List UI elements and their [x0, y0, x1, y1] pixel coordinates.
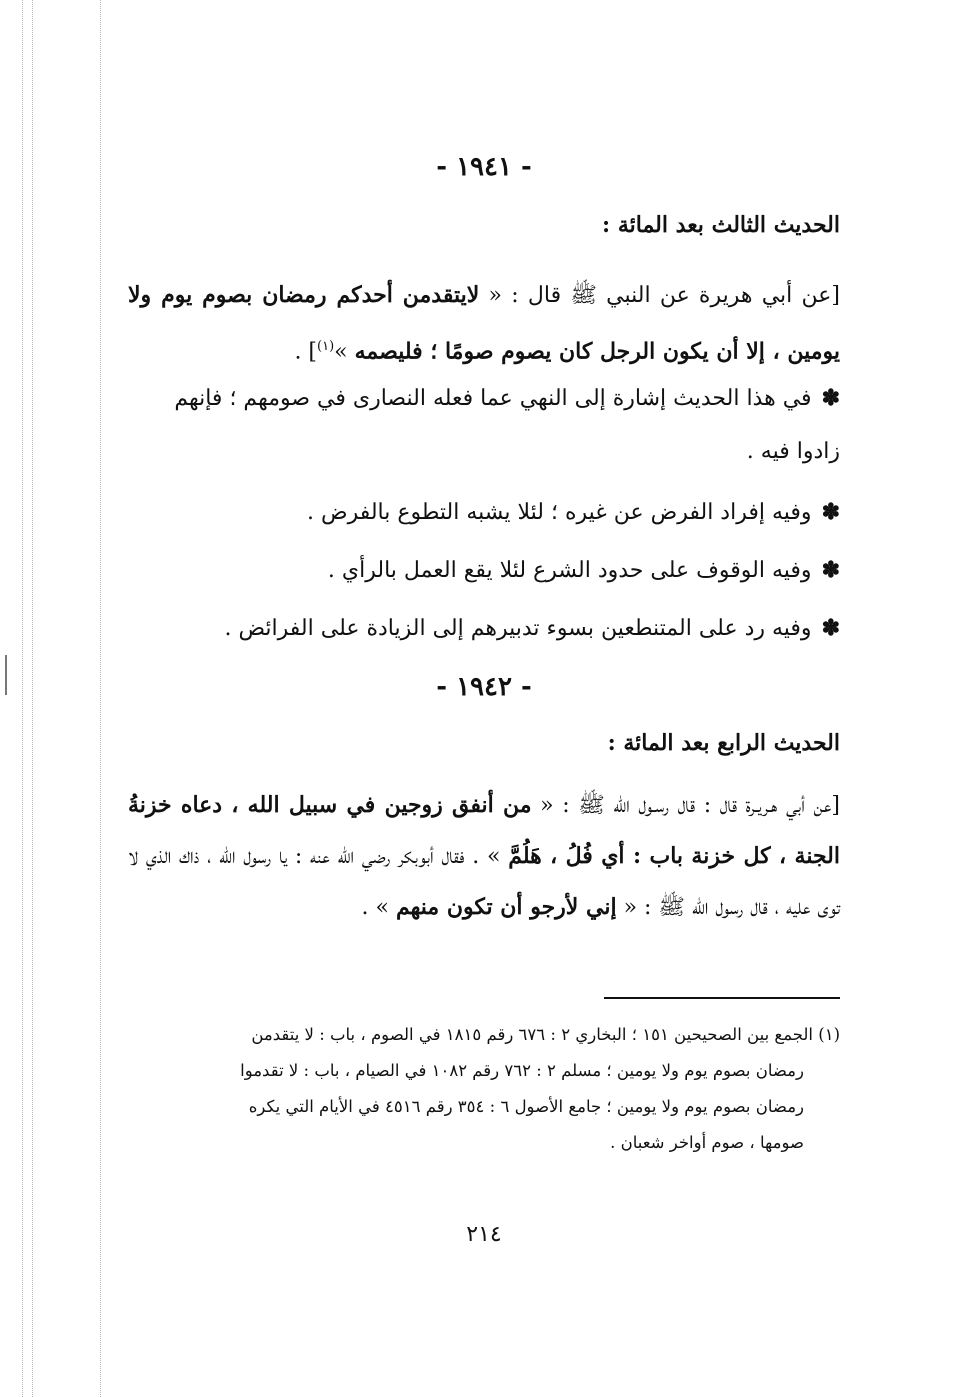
note-text: وفيه الوقوف على حدود الشرع لئلا يقع العمل بالرأي .: [327, 558, 812, 583]
hadith-intro: [عن أبي هريرة عن النبي ﷺ قال : «: [488, 283, 840, 308]
commentary-note: [128, 372, 840, 478]
asterisk-icon: ✽: [821, 385, 840, 411]
commentary-note: [128, 602, 840, 655]
hadith-number: - ١٩٤١ -: [436, 152, 532, 182]
footnote-line: رمضان بصوم يوم ولا يومين ؛ مسلم ٢ : ٧٦٢ رقم ١٠٨٢ في الصيام ، باب : لا تقدموا: [240, 1061, 804, 1080]
note-text: وفيه إفراد الفرض عن غيره ؛ لئلا يشبه التطوع بالفرض .: [306, 500, 812, 525]
hadith-quote: إني لأرجو أن تكون منهم: [395, 894, 617, 920]
footnote-line: صومها ، صوم أواخر شعبان .: [610, 1133, 804, 1152]
quote-close: » .: [361, 895, 389, 920]
commentary-note: [128, 486, 840, 539]
scan-edge-mark: [5, 655, 7, 695]
hadith-text: [128, 270, 840, 377]
footnote: [128, 1017, 840, 1161]
hadith-number: - ١٩٤٢ -: [436, 672, 532, 702]
note-text: وفيه رد على المتنطعين بسوء تدبيرهم إلى الزيادة على الفرائض .: [224, 616, 812, 641]
hadith-text: [128, 780, 840, 933]
footnote-ref[interactable]: (١): [317, 339, 335, 354]
asterisk-icon: ✽: [821, 557, 840, 583]
hadith-heading: الحديث الثالث بعد المائة :: [602, 212, 840, 238]
hadith-intro: [عن أبي هـريـرة قال : قال رسـول الله ﷺ : «: [540, 793, 840, 818]
asterisk-icon: ✽: [821, 499, 840, 525]
scan-margin-dots: [32, 0, 33, 1397]
footnote-line: (١) الجمع بين الصحيحين ١٥١ ؛ البخاري ٢ : ٦٧٦ رقم ١٨١٥ في الصوم ، باب : لا يتقدمن: [251, 1025, 840, 1044]
bracket-close: ] .: [294, 339, 318, 365]
hadith-heading: الحديث الرابع بعد المائة :: [607, 730, 840, 756]
hadith-quote: لايتقدمن أحدكم رمضان بصوم يوم ولا يومين ، إلا أن يكون الرجل كان يصوم صومًا ؛ فليصمه: [128, 282, 840, 365]
footnote-separator: [604, 997, 840, 999]
scan-margin-dots: [100, 0, 101, 1397]
note-text: في هذا الحديث إشارة إلى النهي عما فعله النصارى في صومهم ؛ فإنهم زادوا فيه .: [174, 386, 840, 464]
commentary-note: [128, 544, 840, 597]
hadith-quote: من أنفق زوجين في سبيل الله ، دعاه خزنةُ الجنة ، كل خزنة باب : أي فُلُ ، هَلُمَّ: [128, 792, 841, 869]
footnote-line: رمضان بصوم يوم ولا يومين ؛ جامع الأصول ٦ : ٣٥٤ رقم ٤٥١٦ في الأيام التي يكره: [248, 1097, 804, 1116]
asterisk-icon: ✽: [821, 615, 840, 641]
book-page: [128, 0, 840, 1397]
scan-margin-dots: [22, 0, 23, 1397]
page-number: ٢١٤: [466, 1222, 502, 1247]
hadith-continuation: » . فقال أبوبكر رضي الله عنه : يا رسول الله ، ذاك الذي لا توى عليه ، قال رسول الله ﷺ : «: [128, 844, 840, 920]
quote-close: »: [334, 339, 348, 365]
